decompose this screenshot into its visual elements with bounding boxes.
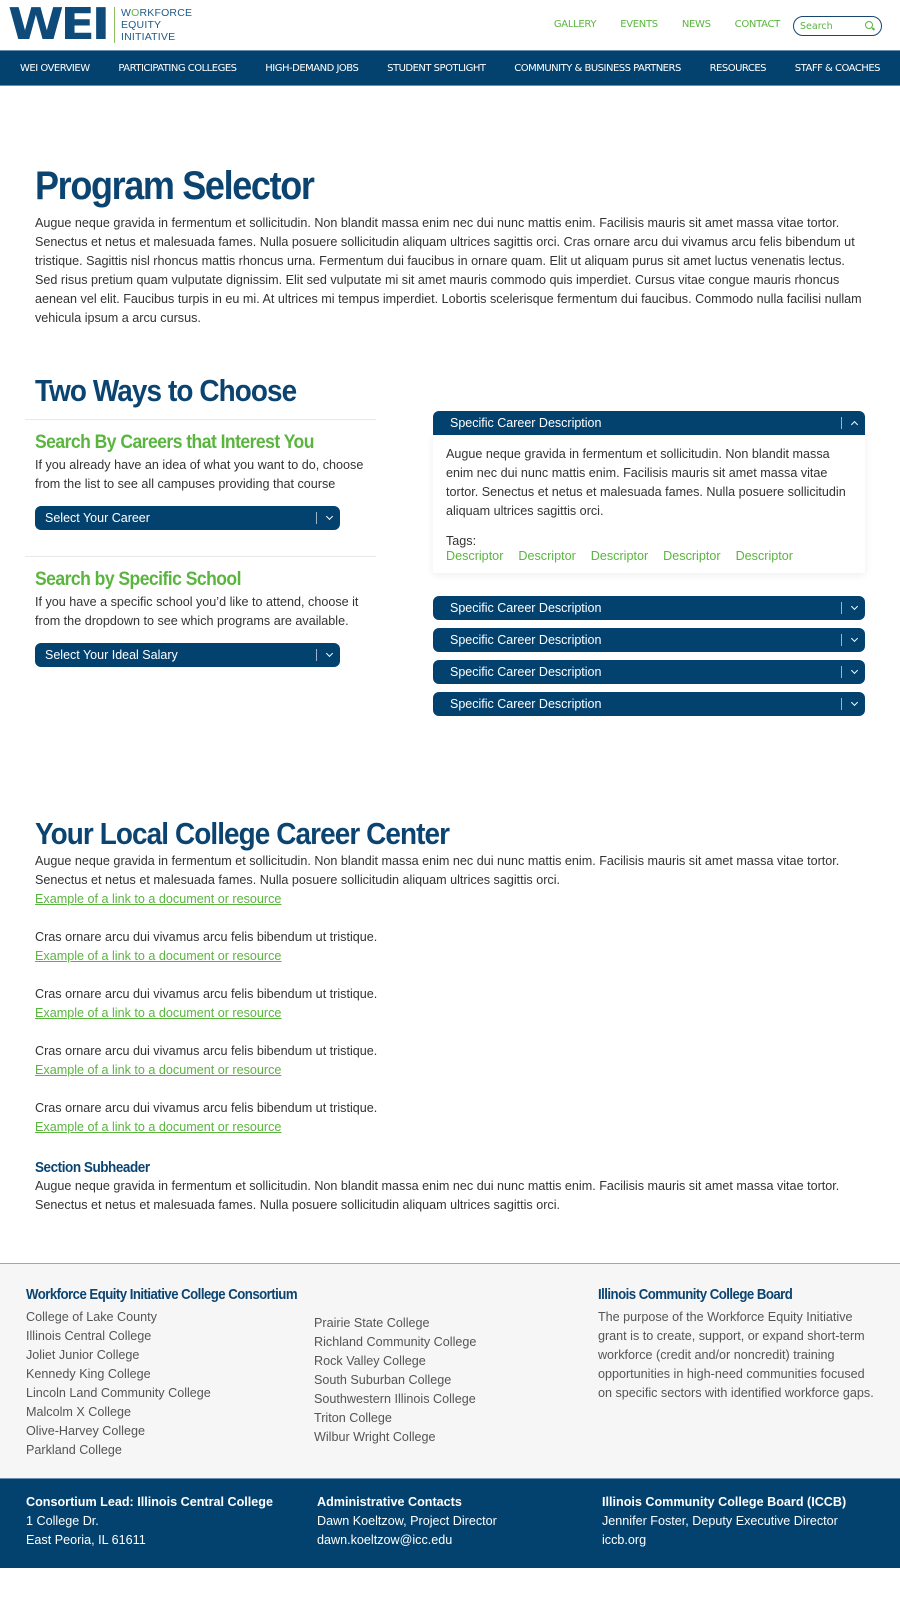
college-item: Malcolm X College — [26, 1405, 131, 1419]
consortium-col-2 — [314, 1286, 598, 1460]
chevron-down-icon — [326, 513, 333, 520]
resource-link[interactable]: Example of a link to a document or resource — [35, 892, 282, 906]
college-list — [26, 1308, 314, 1460]
college-item: Olive-Harvey College — [26, 1424, 145, 1438]
nav-high-demand-jobs[interactable]: HIGH-DEMAND JOBS — [265, 62, 359, 74]
accordion-item[interactable] — [433, 660, 865, 684]
accordion-title: Specific Career Description — [450, 665, 602, 679]
college-item: Joliet Junior College — [26, 1348, 140, 1362]
search-by-career — [25, 420, 376, 530]
chevron-up-icon — [851, 421, 858, 428]
nav-resources[interactable]: RESOURCES — [709, 62, 766, 74]
college-item: Kennedy King College — [26, 1367, 151, 1381]
college-item: Prairie State College — [314, 1316, 430, 1330]
college-list — [314, 1314, 598, 1447]
accordion-header[interactable] — [433, 411, 865, 435]
section-subheader: Section Subheader — [35, 1159, 150, 1176]
search-options-column — [25, 373, 376, 716]
search-by-career-desc: If you already have an idea of what you want to do, choose from the list to see all campuses providing that course — [35, 458, 364, 491]
logo-text-w: W — [120, 7, 132, 19]
resource-item — [35, 985, 865, 1023]
contact-line: East Peoria, IL 61611 — [26, 1533, 146, 1547]
section-subheader-text: Augue neque gravida in fermentum et sollicitudin. Non blandit massa enim nec dui nunc mattis enim. Facilisis mauris sit amet massa vitae tortor. Senectus et netus et malesuada fames. Nulla posuere sollicitudin aliquam ultrices sagittis orci. — [35, 1179, 840, 1212]
resource-link[interactable]: Example of a link to a document or resource — [35, 949, 282, 963]
college-item: Parkland College — [26, 1443, 122, 1457]
college-item: Triton College — [314, 1411, 392, 1425]
resource-link[interactable]: Example of a link to a document or resource — [35, 1120, 282, 1134]
tag-link[interactable]: Descriptor — [663, 549, 721, 563]
select-salary-label: Select Your Ideal Salary — [45, 648, 178, 662]
chevron-down-icon — [851, 667, 858, 674]
admin-contacts — [317, 1493, 602, 1568]
accordion-title: Specific Career Description — [450, 416, 602, 430]
contact-line: 1 College Dr. — [26, 1514, 99, 1528]
iccb-website-link[interactable]: iccb.org — [602, 1533, 647, 1547]
accordion-item-open — [433, 411, 865, 573]
college-item: College of Lake County — [26, 1310, 157, 1324]
iccb-col — [598, 1286, 874, 1460]
accordion-item[interactable] — [433, 628, 865, 652]
resource-link[interactable]: Example of a link to a document or resource — [35, 1063, 282, 1077]
tag-link[interactable]: Descriptor — [446, 549, 504, 563]
search-input[interactable] — [800, 21, 860, 32]
dropdown-separator — [316, 649, 317, 661]
college-item: Southwestern Illinois College — [314, 1392, 476, 1406]
search-by-school-title: Search by Specific School — [35, 568, 241, 590]
college-item: Illinois Central College — [26, 1329, 152, 1343]
chevron-down-icon — [851, 603, 858, 610]
accordion-body — [433, 435, 865, 573]
logo-mark: WEI — [8, 0, 107, 50]
resource-text: Cras ornare arcu dui vivamus arcu felis bibendum ut tristique. — [35, 930, 378, 944]
accordion-title: Specific Career Description — [450, 633, 602, 647]
accordion-separator — [841, 417, 842, 429]
career-accordion — [433, 373, 865, 716]
contact-title: Administrative Contacts — [317, 1495, 462, 1509]
resource-text: Cras ornare arcu dui vivamus arcu felis bibendum ut tristique. — [35, 987, 378, 1001]
accordion-description: Augue neque gravida in fermentum et sollicitudin. Non blandit massa enim nec dui nunc mattis enim. Facilisis mauris sit amet massa vitae tortor. Senectus et netus et malesuada fames. Nulla posuere sollicitudin aliquam ultrices sagittis orci. — [446, 447, 846, 518]
site-header — [0, 0, 900, 86]
contact-title: Illinois Community College Board (ICCB) — [602, 1495, 847, 1509]
two-ways-section — [35, 373, 865, 716]
career-center-title: Your Local College Career Center — [35, 816, 450, 851]
search-by-school — [25, 557, 376, 667]
two-ways-title: Two Ways to Choose — [35, 373, 297, 408]
contact-line: Dawn Koeltzow, Project Director — [317, 1514, 497, 1528]
nav-student-spotlight[interactable]: STUDENT SPOTLIGHT — [387, 62, 486, 74]
select-salary-dropdown[interactable] — [35, 643, 340, 667]
program-selector-intro: Augue neque gravida in fermentum et sollicitudin. Non blandit massa enim nec dui nunc mattis enim. Facilisis mauris sit amet massa vitae tortor. Senectus et netus et malesuada fames. Nulla posuere sollicitudin aliquam ultrices sagittis orci. Cras ornare arcu dui vivamus arcu felis bibendum ut tristique. Sagittis nisl rhoncus mattis rhoncus urna. Fermentum dui faucibus in ornare quam. Elit ut aliquam purus sit amet luctus venenatis lectus. Sed risus pretium quam vulputate dignissim. Elit sed vulputate mi sit amet mauris commodo quis imperdiet. Cursus vitae congue mauris rhoncus aenean vel elit. Faucibus turpis in eu mi. At ultrices mi tempus imperdiet. Lobortis scelerisque fermentum dui faucibus. Commodo nulla facilisi nullam vehicula ipsum a arcu cursus. — [35, 216, 862, 325]
util-link-events[interactable]: EVENTS — [620, 19, 658, 30]
nav-community-business-partners[interactable]: COMMUNITY & BUSINESS PARTNERS — [514, 62, 681, 74]
chevron-down-icon — [851, 635, 858, 642]
search-icon[interactable] — [865, 21, 875, 31]
dropdown-separator — [316, 512, 317, 524]
contact-email-link[interactable]: dawn.koeltzow@icc.edu — [317, 1533, 453, 1547]
college-item: Wilbur Wright College — [314, 1430, 436, 1444]
accordion-item[interactable] — [433, 596, 865, 620]
college-item: Rock Valley College — [314, 1354, 426, 1368]
gear-icon: O — [131, 7, 140, 19]
tag-list — [446, 549, 852, 563]
accordion-item[interactable] — [433, 692, 865, 716]
program-selector-section — [35, 164, 865, 328]
page-title: Program Selector — [35, 164, 314, 208]
util-link-news[interactable]: NEWS — [681, 19, 711, 30]
top-bar — [0, 0, 900, 50]
search-by-school-desc: If you have a specific school you’d like to attend, choose it from the dropdown to see which programs are available. — [35, 595, 359, 628]
logo-text-initiative: INITIATIVE — [120, 31, 176, 43]
college-item: Richland Community College — [314, 1335, 477, 1349]
chevron-down-icon — [851, 699, 858, 706]
utility-nav — [530, 19, 780, 30]
accordion-separator — [841, 698, 842, 710]
footer-bottom — [0, 1478, 900, 1568]
footer-top — [0, 1263, 900, 1478]
accordion-header[interactable] — [433, 596, 865, 620]
chevron-down-icon — [326, 650, 333, 657]
site-logo[interactable] — [8, 0, 193, 50]
main-nav — [0, 50, 900, 86]
college-item: Lincoln Land Community College — [26, 1386, 211, 1400]
search-by-career-title: Search By Careers that Interest You — [35, 431, 314, 453]
logo-divider — [114, 7, 115, 43]
consortium-lead-contact — [26, 1493, 317, 1568]
tag-link[interactable]: Descriptor — [518, 549, 576, 563]
consortium-title: Workforce Equity Initiative College Consortium — [26, 1286, 298, 1303]
nav-wei-overview[interactable]: WEI OVERVIEW — [20, 62, 90, 74]
accordion-header[interactable] — [433, 692, 865, 716]
iccb-contact — [602, 1493, 846, 1568]
accordion-title: Specific Career Description — [450, 601, 602, 615]
accordion-separator — [841, 634, 842, 646]
accordion-separator — [841, 666, 842, 678]
career-center-intro: Augue neque gravida in fermentum et sollicitudin. Non blandit massa enim nec dui nunc mattis enim. Facilisis mauris sit amet massa vitae tortor. Senectus et netus et malesuada fames. Nulla posuere sollicitudin aliquam ultrices sagittis orci. — [35, 854, 840, 887]
nav-participating-colleges[interactable]: PARTICIPATING COLLEGES — [118, 62, 237, 74]
resource-item — [35, 1099, 865, 1137]
college-item: South Suburban College — [314, 1373, 452, 1387]
select-career-label: Select Your Career — [45, 511, 150, 525]
main-content — [0, 164, 900, 1215]
resource-link[interactable]: Example of a link to a document or resource — [35, 1006, 282, 1020]
tag-link[interactable]: Descriptor — [590, 549, 649, 563]
consortium-col-1 — [26, 1286, 314, 1460]
resource-item — [35, 928, 865, 966]
util-link-gallery[interactable]: GALLERY — [553, 19, 597, 30]
resource-text: Cras ornare arcu dui vivamus arcu felis bibendum ut tristique. — [35, 1044, 378, 1058]
accordion-title: Specific Career Description — [450, 697, 602, 711]
iccb-text: The purpose of the Workforce Equity Initiative grant is to create, support, or expand short-term workforce (credit and/or noncredit) training opportunities in high-need communities focused on specific sectors with identified workforce gaps. — [597, 1310, 874, 1400]
logo-text-equity: EQUITY — [120, 19, 162, 31]
logo-wordmark — [121, 7, 192, 43]
contact-title: Consortium Lead: Illinois Central College — [26, 1495, 274, 1509]
search-box — [793, 16, 882, 36]
contact-line: Jennifer Foster, Deputy Executive Director — [602, 1514, 838, 1528]
tags-label: Tags: — [446, 534, 477, 548]
resource-text: Cras ornare arcu dui vivamus arcu felis bibendum ut tristique. — [35, 1101, 378, 1115]
accordion-separator — [841, 602, 842, 614]
logo-text-rkforce: RKFORCE — [139, 7, 193, 19]
nav-staff-coaches[interactable]: STAFF & COACHES — [794, 62, 880, 74]
util-link-contact[interactable]: CONTACT — [734, 19, 780, 30]
resource-item — [35, 1042, 865, 1080]
career-center-section — [35, 816, 865, 1215]
iccb-title: Illinois Community College Board — [597, 1286, 793, 1303]
site-footer — [0, 1263, 900, 1568]
select-career-dropdown[interactable] — [35, 506, 340, 530]
accordion-header[interactable] — [433, 628, 865, 652]
accordion-header[interactable] — [433, 660, 865, 684]
tag-link[interactable]: Descriptor — [735, 549, 793, 563]
